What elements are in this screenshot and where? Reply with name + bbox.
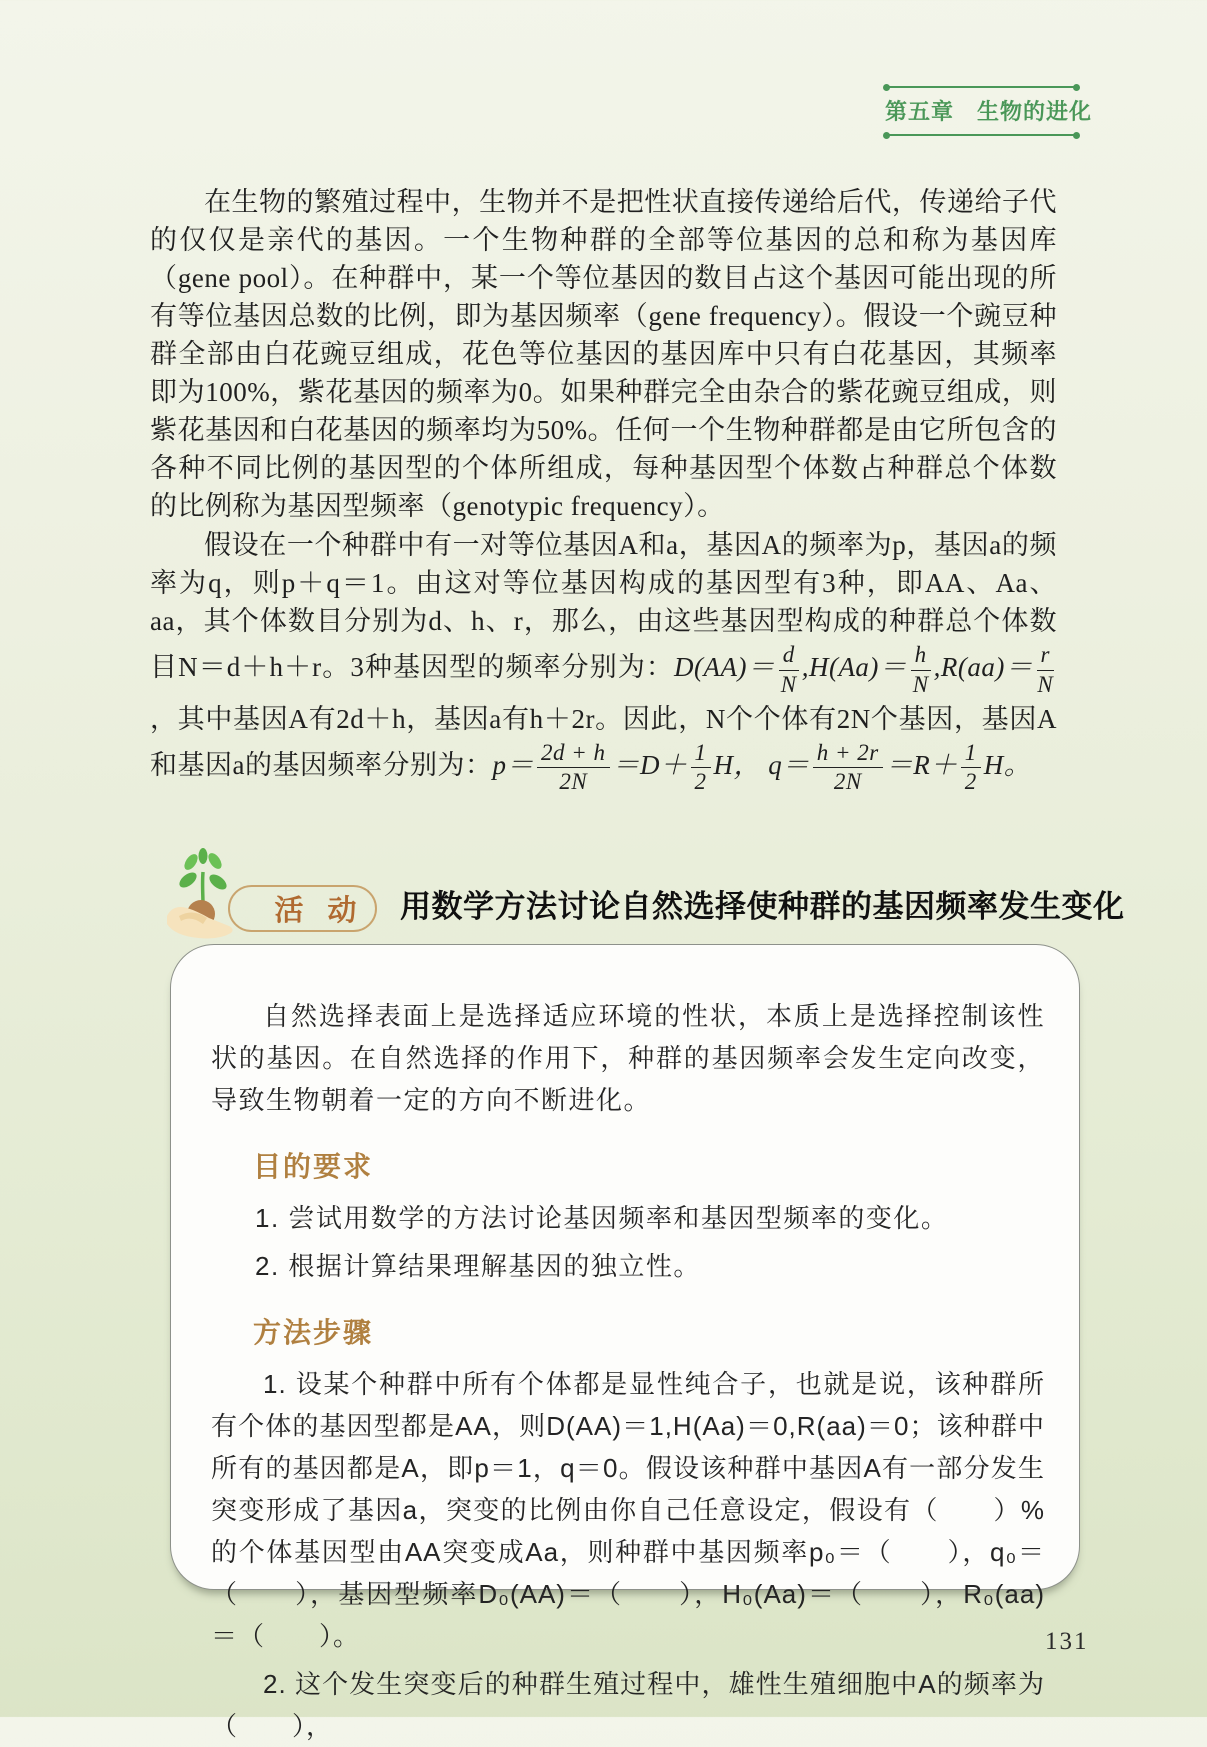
formula-equals-R-plus: ＝R＋ xyxy=(886,749,958,779)
fraction-numerator: 1 xyxy=(691,740,711,769)
fraction-denominator: N xyxy=(779,671,799,698)
fraction-2d-plus-h-over-2N xyxy=(537,740,610,796)
chapter-running-head xyxy=(885,86,1078,136)
fraction-one-half xyxy=(691,740,711,796)
text-run: ，其中基因A有2d＋h，基因a有h＋2r。因此，N个个体有2N个基因，基因A和基因a的基因频率分别为： xyxy=(150,704,1057,780)
fraction-denominator: N xyxy=(1037,671,1054,698)
purpose-item-1: 1. 尝试用数学的方法讨论基因频率和基因型频率的变化。 xyxy=(255,1197,1045,1239)
paragraph-gene-pool: 在生物的繁殖过程中，生物并不是把性状直接传递给后代，传递给子代的仅仅是亲代的基因。一个生物种群的全部等位基因的总和称为基因库（gene pool）。在种群中，某一个等位基因的数目占这个基因可能出现的所有等位基因总数的比例，即为基因频率（gene frequency）。假设一个豌豆种群全部由白花豌豆组成，花色等位基因的基因库中只有白花基因，其频率即为100%，紫花基因的频率为0。如果种群完全由杂合的紫花豌豆组成，则紫花基因和白花基因的频率均为50%。任何一个生物种群都是由它所包含的各种不同比例的基因型的个体所组成，每种基因型个体数占种群总个体数的比例称为基因型频率（genotypic frequency）。 xyxy=(150,183,1057,525)
method-step-1: 1. 设某个种群中所有个体都是显性纯合子，也就是说，该种群所有个体的基因型都是AA，则D(AA)＝1,H(Aa)＝0,R(aa)＝0；该种群中所有的基因都是A，即p＝1，q＝0。假设该种群中基因A有一部分发生突变形成了基因a，突变的比例由你自己任意设定，假设有（ ）%的个体基因型由AA突变成Aa，则种群中基因频率p₀＝（ ），q₀＝（ ），基因型频率D₀(AA)＝（ ），H₀(Aa)＝（ ），R₀(aa)＝（ ）。 xyxy=(211,1363,1045,1657)
fraction-r-over-N xyxy=(1037,642,1054,698)
activity-title: 用数学方法讨论自然选择使种群的基因频率发生变化 xyxy=(400,881,1065,926)
fraction-h-over-N xyxy=(911,642,931,698)
fraction-numerator: 2d + h xyxy=(537,740,610,769)
formula-H-comma: H， xyxy=(714,749,762,779)
fraction-numerator: 1 xyxy=(961,740,981,769)
formula-R-aa: ,R(aa)＝ xyxy=(934,652,1034,682)
leaf xyxy=(207,872,230,893)
fraction-denominator: N xyxy=(911,671,931,698)
fraction-numerator: r xyxy=(1037,642,1054,671)
chapter-label: 第五章 生物的进化 xyxy=(885,95,1078,126)
activity-header xyxy=(165,848,1065,948)
text-run: 假设在一个种群中有一对等位基因A和a，基因A的频率为p，基因a的频率为q，则p＋q＝1。由这对等位基因构成的基因型有3种，即AA、Aa、aa，其个体数目分别为d、h、r，那么，由这些基因型构成的种群总个体数目N＝d＋h＋r。3种基因型的频率分别为： xyxy=(150,530,1057,682)
leaf xyxy=(177,870,200,891)
leaf xyxy=(206,851,225,871)
leaf xyxy=(182,852,201,872)
page-number: 131 xyxy=(1045,1628,1089,1656)
activity-intro: 自然选择表面上是选择适应环境的性状，本质上是选择控制该性状的基因。在自然选择的作用下，种群的基因频率会发生定向改变，导致生物朝着一定的方向不断进化。 xyxy=(211,995,1045,1121)
formula-equals-D-plus: ＝D＋ xyxy=(613,749,688,779)
formula-H-period: H。 xyxy=(984,749,1032,779)
fraction-denominator: 2N xyxy=(537,768,610,795)
paragraph-gene-frequency-math xyxy=(150,526,1057,797)
sprout-in-hand-icon xyxy=(163,848,245,940)
formula-q-equals: q＝ xyxy=(768,749,810,779)
fraction-numerator: h xyxy=(911,642,931,671)
fraction-numerator: h + 2r xyxy=(813,740,883,769)
chapter-rule-top xyxy=(885,86,1078,88)
fraction-denominator: 2 xyxy=(961,768,981,795)
fraction-h-plus-2r-over-2N xyxy=(813,740,883,796)
purpose-heading: 目的要求 xyxy=(253,1145,1045,1185)
activity-box xyxy=(170,944,1080,1590)
activity-badge-label: 活 动 xyxy=(274,888,364,929)
chapter-rule-bottom xyxy=(885,134,1078,136)
fraction-one-half xyxy=(961,740,981,796)
formula-H-Aa: ,H(Aa)＝ xyxy=(802,652,908,682)
activity-badge xyxy=(228,885,377,932)
formula-p-equals: p＝ xyxy=(492,749,534,779)
method-step-2: 2. 这个发生突变后的种群生殖过程中，雄性生殖细胞中A的频率为（ ）， xyxy=(211,1663,1045,1747)
purpose-item-2: 2. 根据计算结果理解基因的独立性。 xyxy=(255,1245,1045,1287)
formula-D-AA: D(AA)＝ xyxy=(674,652,776,682)
fraction-denominator: 2N xyxy=(813,768,883,795)
fraction-denominator: 2 xyxy=(691,768,711,795)
fraction-d-over-N xyxy=(779,642,799,698)
method-heading: 方法步骤 xyxy=(253,1311,1045,1351)
leaf xyxy=(199,848,208,864)
fraction-numerator: d xyxy=(779,642,799,671)
main-text-column xyxy=(150,183,1057,797)
